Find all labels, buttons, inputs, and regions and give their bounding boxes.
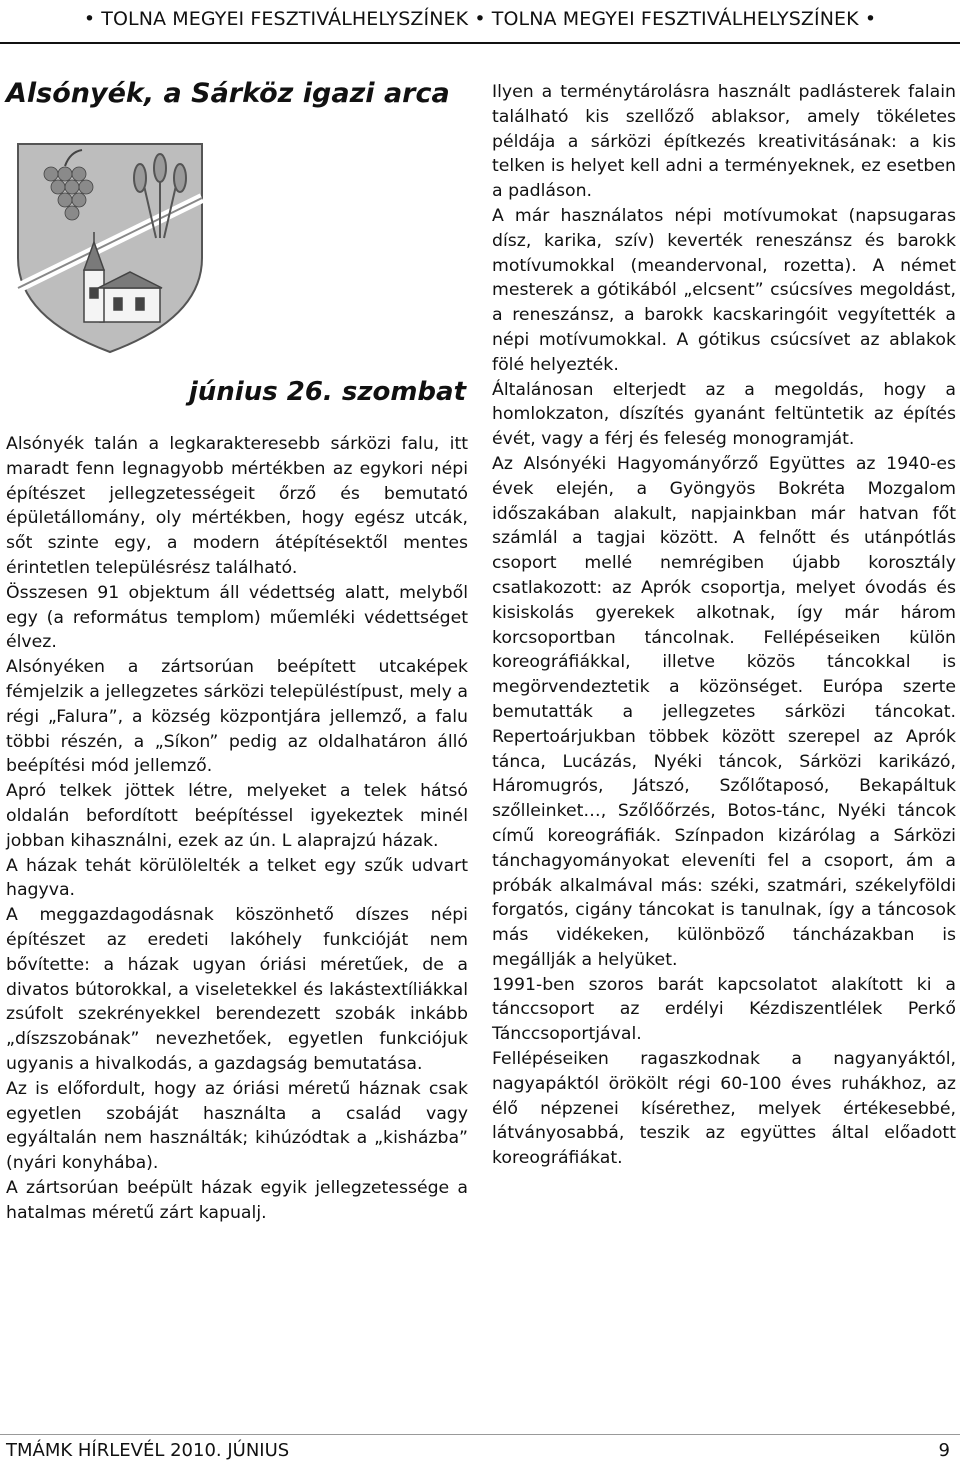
header-divider (0, 42, 960, 44)
paragraph: Általánosan elterjedt az a megoldás, hogy a homlokzaton, díszítés gyanánt feltüntetik az építés évét, vagy a férj és feleség monogramját. (492, 379, 956, 450)
paragraph: A házak tehát körülölelték a telket egy szűk udvart hagyva. (6, 855, 468, 901)
right-column (492, 80, 956, 1171)
paragraph: A már használatos népi motívumokat (napsugaras dísz, karika, szív) keverték reneszánsz és barokk motívumokkal (meandervonal, rozetta). A német mesterek a gótikából „elcsent” csúcsíves megoldást, a reneszánsz, a barokk kacskaringóit vegyítették a népi motívumokkal. A gótikus csúcsívet az ablakok fölé helyezték. (492, 205, 956, 375)
left-column (6, 432, 468, 1226)
paragraph: Alsónyéken a zártsorúan beépített utcaképek fémjelzik a jellegzetes sárközi településtípust, mely a régi „Falura”, a község központjára jellemző, a falu többi részén, a „Síkon” pedig az oldalhatáron álló beépítési mód jellemző. (6, 657, 468, 777)
page-number: 9 (938, 1440, 950, 1461)
running-header: • TOLNA MEGYEI FESZTIVÁLHELYSZÍNEK • TOLNA MEGYEI FESZTIVÁLHELYSZÍNEK • (83, 8, 877, 30)
paragraph: Ilyen a terménytárolásra használt padlásterek falain található kis szellőző ablaksor, amely tökéletes példája a sárközi építkezés kreativitásának: a kis telken is helyet kell adni a terményeknek, ez esetben a padláson. (492, 82, 956, 202)
footer-divider (0, 1434, 960, 1435)
paragraph: Apró telkek jöttek létre, melyeket a telek hátsó oldalán befordított beépítéssel igyekeztek minél jobban kihasználni, ezek az ún. L alaprajzú házak. (6, 781, 468, 851)
paragraph: Alsónyék talán a legkarakteresebb sárközi falu, itt maradt fenn legnagyobb mértékben az egykori népi építészet jellegzetességeit őrző és bemutató épületállomány, oly mértékben, hogy egész utcák, sőt szinte egy, a modern átépítésektől mentes érintetlen településrész található. (6, 434, 468, 578)
paragraph: Az Alsónyéki Hagyományőrző Együttes az 1940-es évek elején, a Gyöngyös Bokréta Mozgalom időszakában alakult, napjainkban már hatvan főt számlál a tagjai között. A felnőtt és utánpótlás csoport mellé nemrégiben újabb korosztály csatlakozott: az Aprók csoportja, melyet óvodás és kisiskolás gyerekek alkotnak, így már három korcsoportban táncolnak. Fellépéseiken külön koreográfiákkal, illetve közös táncokkal is megörvendeztetik a közönséget. Európa szerte bemutatták a jellegzetes sárközi táncokat. Repertoárjukban többek között szerepel az Aprók tánca, Lucázás, Nyéki táncok, Sárközi karikázó, Háromugrós, Játszó, Szőlőtaposó, Bekapáltuk szőlleinket…, Szőlőőrzés, Botos-tánc, Nyéki táncok című koreográfiák. Színpadon kizárólag a Sárközi tánchagyományokat eleveníti fel a csoport, ám a próbák alkalmával más: széki, szatmári, székelyföldi forgatós, cigány táncokat is tanulnak, így a táncosok más vidékeken, különböző táncházakban is megállják a helyüket. (492, 453, 956, 970)
paragraph: A zártsorúan beépült házak egyik jellegzetessége a hatalmas méretű zárt kapualj. (6, 1177, 468, 1223)
paragraph: Fellépéseiken ragaszkodnak a nagyanyáktól, nagyapáktól örökölt régi 60-100 éves ruhákhoz, az élő népzenei kísérethez, melyek értékesebbé, látványosabbá, teszik az együttes által előadott koreográfiákat. (492, 1049, 956, 1169)
paragraph: Az is előfordult, hogy az óriási méretű háznak csak egyetlen szobáját használta a család vagy egyáltalán nem használták; kihúzódtak a „kisházba” (nyári konyhába). (6, 1078, 468, 1174)
footer-publication: TMÁMK HÍRLEVÉL 2010. JÚNIUS (6, 1440, 290, 1461)
event-date: június 26. szombat (188, 377, 466, 407)
paragraph: A meggazdagodásnak köszönhető díszes népi építészet az eredeti lakóhely funkcióját nem bővítette: a házak ugyan óriási méretűek, de a divatos bútorokkal, a viseletekkel és lakástextíliákkal zsúfolt szekrényekkel berendezett szobák inkább „díszszobának” nevezhetőek, egyetlen funkciójuk ugyanis a hivalkodás, a gazdagság bemutatása. (6, 905, 468, 1074)
paragraph: 1991-ben szoros barát kapcsolatot alakított ki a tánccsoport az erdélyi Kézdiszentlélek Perkő Tánccsoportjával. (492, 974, 956, 1045)
paragraph: Összesen 91 objektum áll védettség alatt, melyből egy (a református templom) műemléki védettséget élvez. (6, 582, 468, 653)
article-title: Alsónyék, a Sárköz igazi arca (6, 78, 450, 109)
coat-of-arms-shield-icon (10, 138, 210, 358)
page-footer (6, 1438, 950, 1468)
